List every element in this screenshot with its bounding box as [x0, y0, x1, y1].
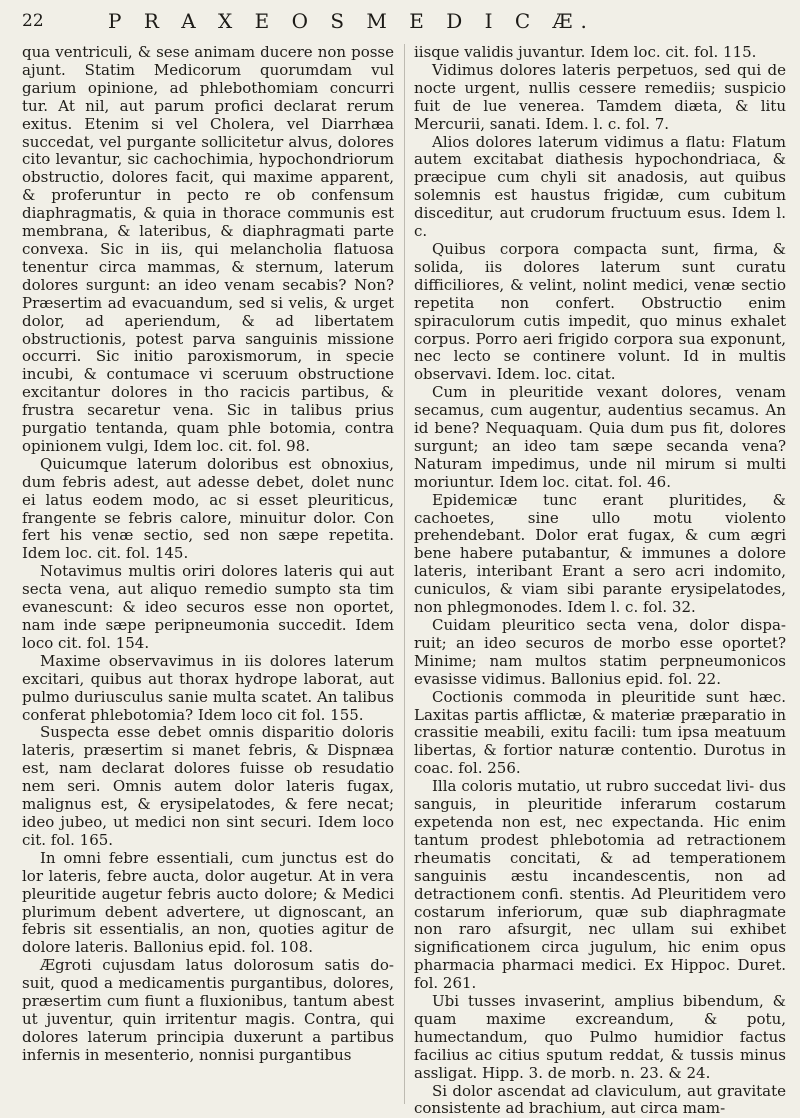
- right-paragraph: Ubi tusses invaserint, amplius bibendum, & quam maxime excreandum, & potu, humectandum, quo Pulmo humidior factus facilius ac citius sputum reddat, & tussis minus assligat. Hipp. 3. de morb. n. 23. & 24.: [414, 992, 786, 1082]
- right-paragraph: Quibus corpora compacta sunt, firma, & solida, iis dolores laterum sunt curatu difficiliores, & velint, nolint medici, venæ sectio repetita non confert. Obstructio enim spiraculorum cutis impedit, quo minus exhalet corpus. Porro aeri frigido corpora sua exponunt, nec lecto se continere volunt. Id in multis observavi. Idem. loc. citat.: [414, 239, 786, 384]
- running-title: P R A X E O S M E D I C Æ.: [108, 9, 595, 33]
- left-paragraph: Notavimus multis oriri dolores lateris qui aut secta vena, aut aliquo remedio sumpto sta tim evanescunt: & ideo securos esse non oportet, nam inde sæpe peripneumonia succedit. Idem loco cit. fol. 154.: [22, 562, 394, 652]
- left-paragraph: Ægroti cujusdam latus dolorosum satis do- suit, quod a medicamentis purgantibus, dolores, præsertim cum fiunt a fluxionibus, tantum abest ut juventur, quin irritentur magis. Contra, qui dolores laterum principia duxerunt a partibus infernis in mesenterio, nonnisi purgantibus: [22, 956, 394, 1064]
- right-paragraph: Vidimus dolores lateris perpetuos, sed qui de nocte urgent, nullis cessere remediis; suspicio fuit de lue venerea. Tamdem diæta, & litu Mercurii, sanati. Idem. l. c. fol. 7.: [414, 60, 786, 133]
- page-number: 22: [22, 11, 44, 31]
- left-paragraph: In omni febre essentiali, cum junctus est do lor lateris, febre aucta, dolor augetur. At in vera pleuritide augetur febris aucto dolore; & Medici plurimum debent advertere, ut dignoscant, an febris sit essentialis, an non, quoties agitur de dolore lateris. Ballonius epid. fol. 108.: [22, 848, 394, 957]
- right-paragraph: Si dolor ascendat ad claviculum, aut gravitate consistente ad brachium, aut circa mam-: [414, 1081, 786, 1118]
- right-paragraph: iisque validis juvantur. Idem loc. cit. fol. 115.: [414, 43, 757, 61]
- right-column: [414, 43, 786, 1118]
- right-paragraph: Cuidam pleuritico secta vena, dolor dispa- ruit; an ideo securos de morbo esse oportet? Minime; nam multos statim perpneumonicos evasisse vidimus. Ballonius epid. fol. 22.: [414, 616, 786, 688]
- column-divider: [404, 44, 405, 1104]
- left-paragraph: Maxime observavimus in iis dolores laterum excitari, quibus aut thorax hydrope laborat, aut pulmo duriusculus sanie multa scatet. An talibus conferat phlebotomia? Idem loco cit fol. 155.: [22, 651, 394, 724]
- left-paragraph: Suspecta esse debet omnis disparitio doloris lateris, præsertim si manet febris, & Dispnæa est, nam declarat dolores fuisse ob resudatio nem seri. Omnis autem dolor lateris fugax, malignus est, & erysipelatodes, & fere necat; ideo jubeo, ut medici non sint securi. Idem loco cit. fol. 165.: [22, 723, 394, 849]
- right-paragraph: Coctionis commoda in pleuritide sunt hæc. Laxitas partis afflictæ, & materiæ præparatio in crassitie meabili, exitu facili: tum ipsa meatuum libertas, & fortior naturæ contentio. Durotus in coac. fol. 256.: [414, 687, 786, 778]
- right-paragraph: Epidemicæ tunc erant pluritides, & cachoetes, sine ullo motu violento prehendebant. Dolor erat fugax, & cum ægri bene habere putabantur, & immunes a dolore lateris, interibant Erant a sero acri indomito, cuniculos, & viam sibi parante erysipelatodes, non phlegmonodes. Idem l. c. fol. 32.: [414, 490, 786, 617]
- left-paragraph: qua ventriculi, & sese animam ducere non posse ajunt. Statim Medicorum quorumdam vul garium opinione, ad phlebothomiam concurri tur. At nil, aut parum profici declarat rerum exitus. Etenim si vel Cholera, vel Diarrhæa succedat, vel purgante sollicitetur alvus, dolores cito levantur, sic cachochimia, hypochondriorum obstructio, dolores facit, qui maxime apparent, & proferuntur in pecto re ob confensum diaphragmatis, & quia in thorace communis est membrana, & lateribus, & diaphragmati parte convexa. Sic in iis, qui melancholia flatuosa tenentur circa mammas, & sternum, laterum dolores surgunt: an ideo venam secabis? Non? Præsertim ad evacuandum, sed si velis, & urget dolor, ad aperiendum, & ad libertatem obstructionis, potest parva sanguinis missione occurri. Sic initio paroxismorum, in specie incubi, & contumace vi sceruum obstructione excitantur dolores in tho racicis partibus, & frustra secaretur vena. Sic in talibus prius purgatio tentanda, quam phle botomia, contra opinionem vulgi, Idem loc. cit. fol. 98.: [22, 43, 394, 455]
- left-column: [22, 44, 394, 1104]
- right-paragraph: Cum in pleuritide vexant dolores, venam secamus, cum augentur, audentius secamus. An id bene? Nequaquam. Quia dum pus fit, dolores surgunt; an ideo tam sæpe secanda vena? Naturam impedimus, unde nil mirum si multi moriuntur. Idem loc. citat. fol. 46.: [414, 383, 786, 491]
- right-paragraph: Illa coloris mutatio, ut rubro succedat livi- dus sanguis, in pleuritide inferarum costarum expetenda non est, nec expectanda. Hic enim tantum prodest phlebotomia ad retractionem rheumatis concitati, & ad temperationem sanguinis æstu incandescentis, non ad detractionem confi. stentis. Ad Pleuritidem vero costarum inferiorum, quæ sub diaphragmate non raro afsurgit, nec ullam sui exhibet significationem circa jugulum, hic enim opus pharmacia pharmaci medici. Ex Hippoc. Duret. fol. 261.: [414, 777, 786, 993]
- text-columns: [22, 43, 786, 1118]
- page-header: [22, 8, 782, 34]
- left-paragraph: Quicumque laterum doloribus est obnoxius, dum febris adest, aut adesse debet, dolet nunc ei latus eodem modo, ac si esset pleuriticus, frangente se febris calore, minuitur dolor. Con fert his venæ sectio, sed non sæpe repetita. Idem loc. cit. fol. 145.: [22, 454, 394, 563]
- right-paragraph: Alios dolores laterum vidimus a flatu: Flatum autem excitabat diathesis hypochondriaca, & præcipue cum chyli sit anadosis, aut quibus solemnis est haustus frigidæ, cum cubitum disceditur, aut crudorum fructuum esus. Idem l. c.: [414, 132, 786, 241]
